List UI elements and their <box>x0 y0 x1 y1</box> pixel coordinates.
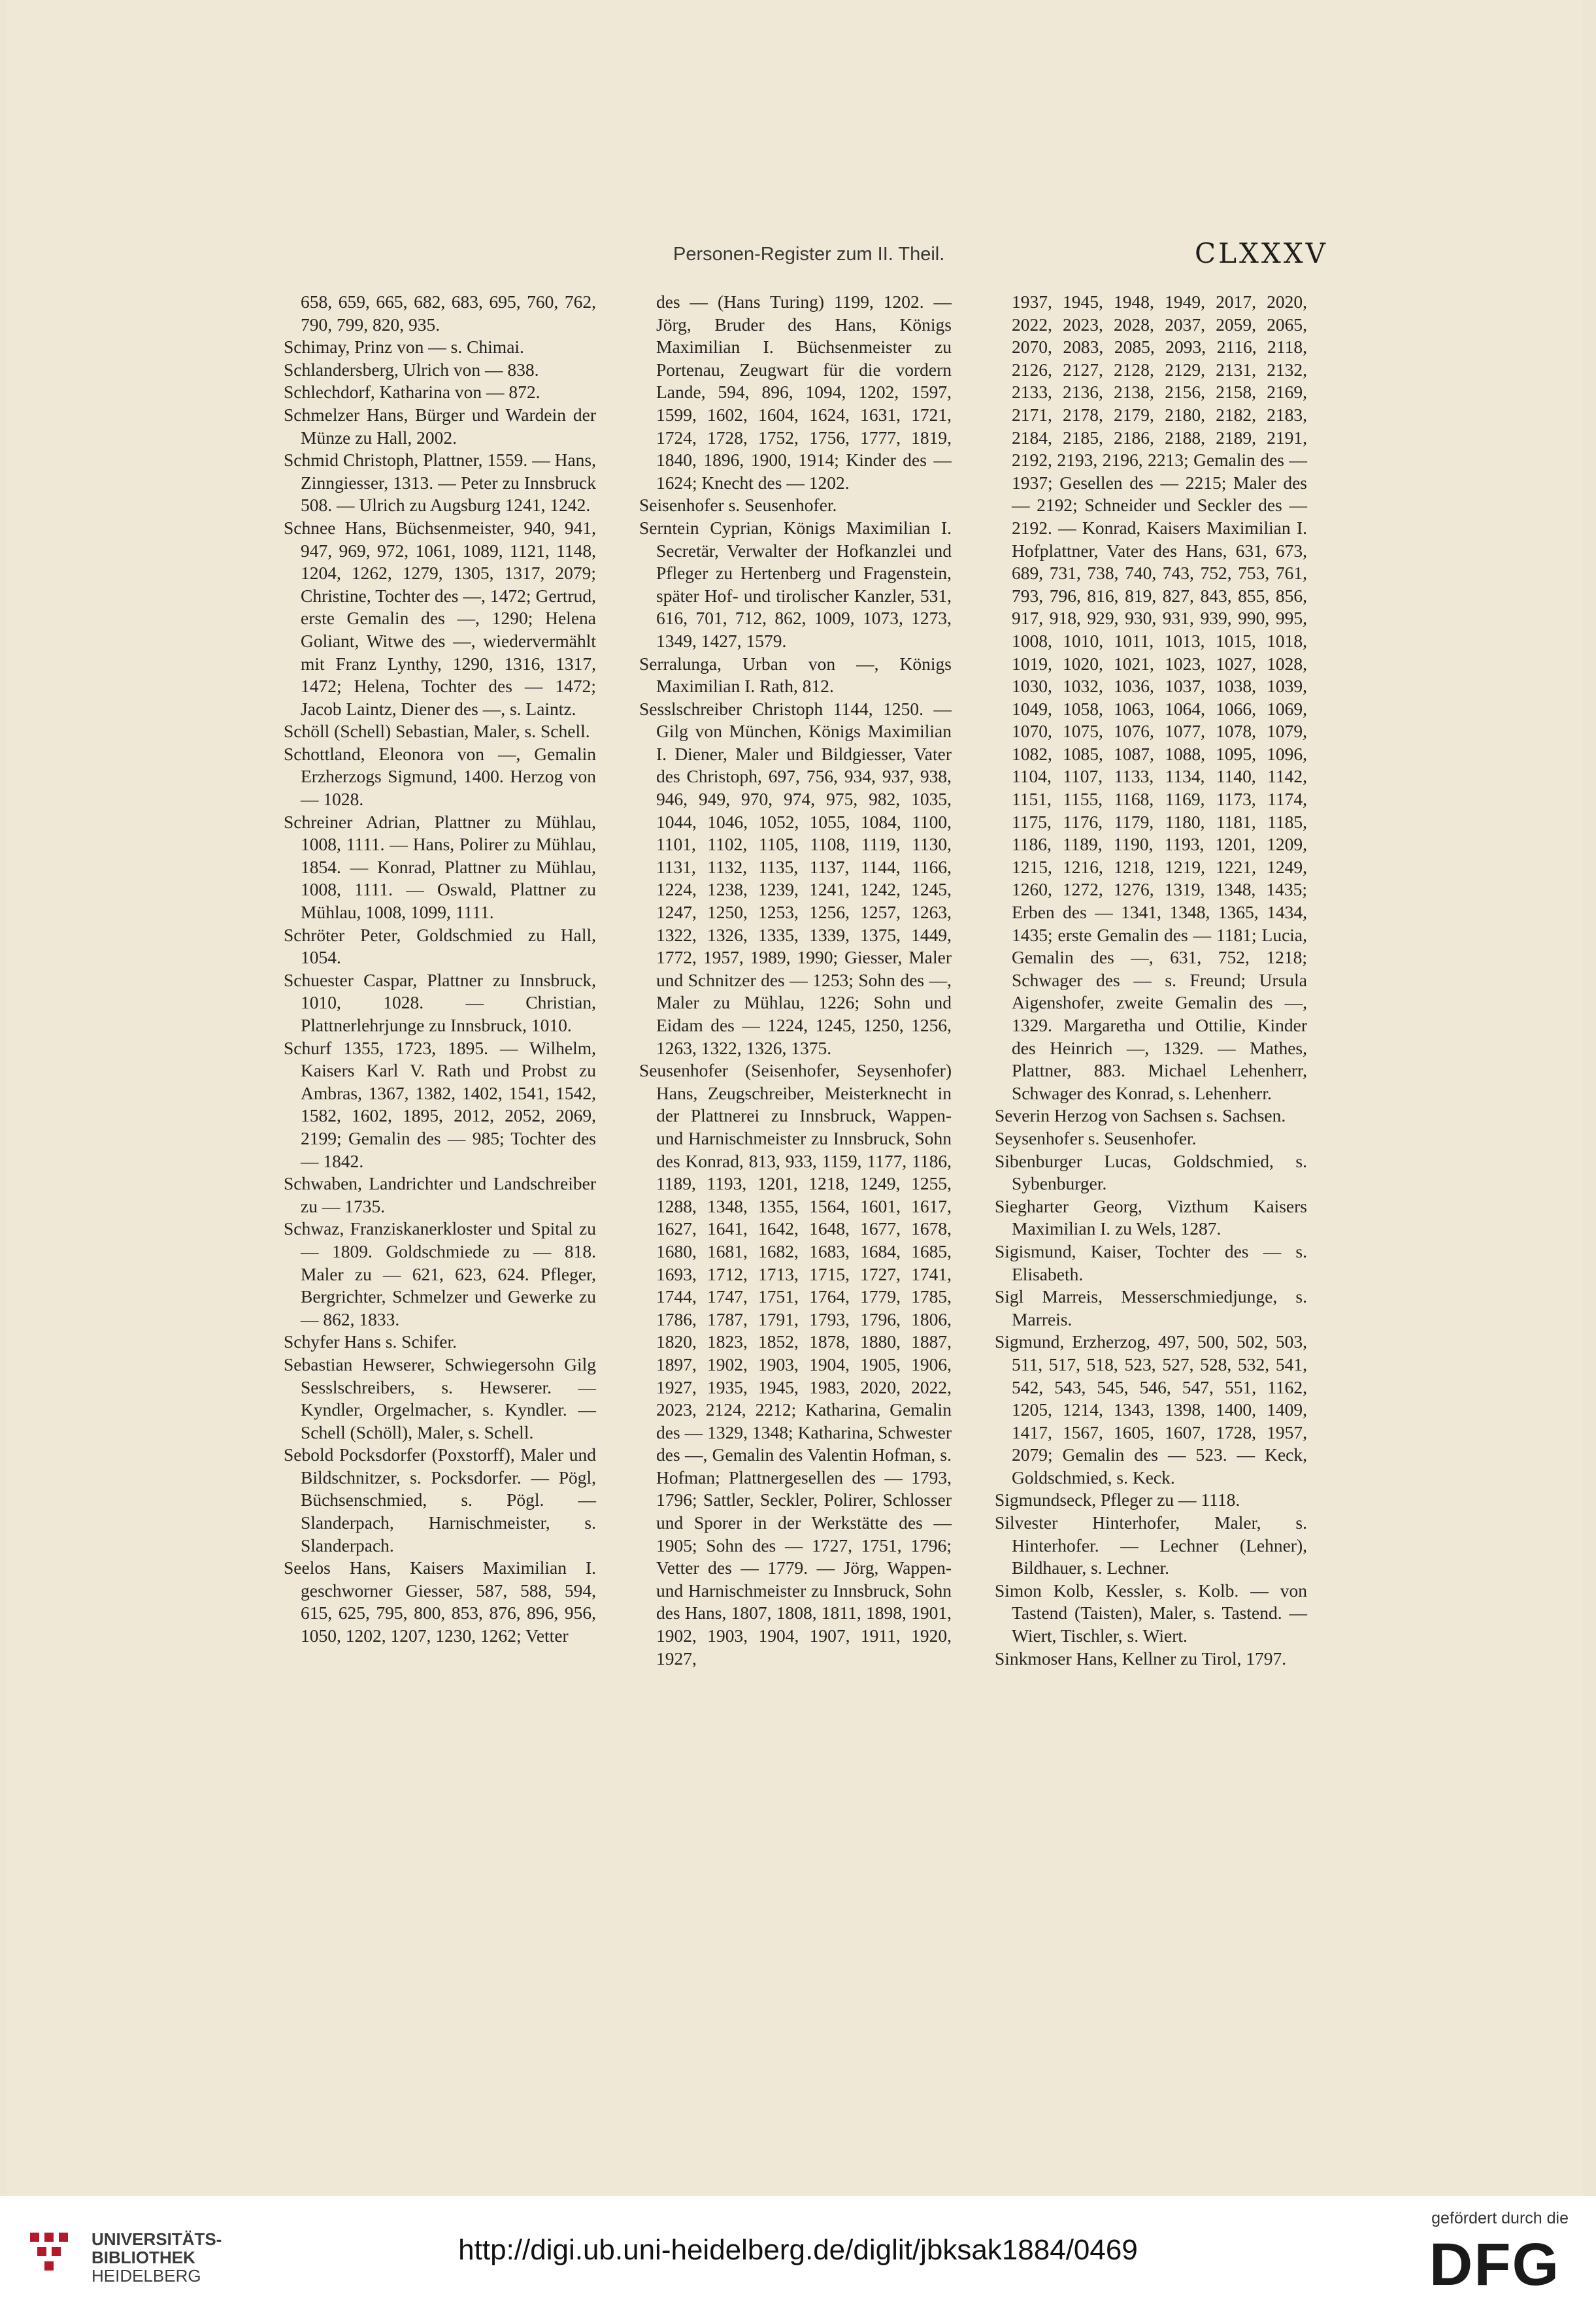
library-name-line: UNIVERSITÄTS- <box>91 2229 222 2249</box>
index-entry: Schreiner Adrian, Plattner zu Mühlau, 1008, 1111. — Hans, Polirer zu Mühlau, 1854. — Konrad, Plattner zu Mühlau, 1008, 1111. — Oswald, Plattner zu Mühlau, 1008, 1099, 1111. <box>284 811 596 923</box>
running-title: Personen-Register zum II. Theil. <box>673 244 945 265</box>
index-entry: Sigl Marreis, Messerschmiedjunge, s. Marreis. <box>995 1286 1307 1329</box>
index-entry: 1937, 1945, 1948, 1949, 2017, 2020, 2022, 2023, 2028, 2037, 2059, 2065, 2070, 2083, 2085, 2093, 2116, 2118, 2126, 2127, 2128, 2129, 2131, 2132, 2133, 2136, 2138, 2156, 2158, 2169, 2171, 2178, 2179, 2180, 2182, 2183, 2184, 2185, 2186, 2188, 2189, 2191, 2192, 2193, 2196, 2213; Gemalin des — 1937; Gesellen des — 2215; Maler des — 2192; Schneider und Seckler des — 2192. — Konrad, Kaisers Maximilian I. Hofplattner, Vater des Hans, 631, 673, 689, 731, 738, 740, 743, 752, 753, 761, 793, 796, 816, 819, 827, 843, 855, 856, 917, 918, 929, 930, 931, 939, 990, 995, 1008, 1010, 1011, 1013, 1015, 1018, 1019, 1020, 1021, 1023, 1027, 1028, 1030, 1032, 1036, 1037, 1038, 1039, 1049, 1058, 1063, 1064, 1066, 1069, 1070, 1075, 1076, 1077, 1078, 1079, 1082, 1085, 1087, 1088, 1095, 1096, 1104, 1107, 1133, 1134, 1140, 1142, 1151, 1155, 1168, 1169, 1173, 1174, 1175, 1176, 1179, 1180, 1181, 1185, 1186, 1189, 1190, 1193, 1201, 1209, 1215, 1216, 1218, 1219, 1221, 1249, 1260, 1272, 1276, 1319, 1348, 1435; Erben des — 1341, 1348, 1365, 1434, 1435; erste Gemalin des — 1181; Lucia, Gemalin des —, 631, 752, 1218; Schwager des — s. Freund; Ursula Aigenshofer, zweite Gemalin des —, 1329. Margaretha und Ottilie, Kinder des Heinrich —, 1329. — Mathes, Plattner, 883. Michael Lehenherr, Schwager des Konrad, s. Lehenherr. <box>1012 291 1307 1103</box>
page-number: CLXXXV <box>1194 237 1328 269</box>
index-entry: Schwaben, Landrichter und Landschreiber zu — 1735. <box>284 1173 596 1216</box>
index-entry: Seisenhofer s. Seusenhofer. <box>639 495 837 516</box>
index-entry: Sibenburger Lucas, Goldschmied, s. Sybenburger. <box>995 1150 1307 1194</box>
index-entry: Seusenhofer (Seisenhofer, Seysenhofer) Hans, Zeugschreiber, Meisterknecht in der Plattnerei zu Innsbruck, Wappen- und Harnischmeister zu Innsbruck, Sohn des Konrad, 813, 933, 1159, 1177, 1186, 1189, 1193, 1201, 1218, 1249, 1255, 1288, 1348, 1355, 1564, 1601, 1617, 1627, 1641, 1642, 1648, 1677, 1678, 1680, 1681, 1682, 1683, 1684, 1685, 1693, 1712, 1713, 1715, 1727, 1741, 1744, 1747, 1751, 1764, 1779, 1785, 1786, 1787, 1791, 1793, 1796, 1806, 1820, 1823, 1852, 1878, 1880, 1887, 1897, 1902, 1903, 1904, 1905, 1906, 1927, 1935, 1945, 1983, 2020, 2022, 2023, 2124, 2212; Katharina, Gemalin des — 1329, 1348; Katharina, Schwester des —, Gemalin des Valentin Hofman, s. Hofman; Plattnergesellen des — 1793, 1796; Sattler, Seckler, Polirer, Schlosser und Sporer in der Werkstätte des — 1905; Sohn des — 1727, 1751, 1796; Vetter des — 1779. — Jörg, Wappen- und Harnischmeister zu Innsbruck, Sohn des Hans, 1807, 1808, 1811, 1898, 1901, 1902, 1903, 1904, 1907, 1911, 1920, 1927, <box>639 1060 952 1669</box>
index-entry: Seysenhofer s. Seusenhofer. <box>995 1127 1197 1148</box>
index-entry: Schlandersberg, Ulrich von — 838. <box>284 359 539 380</box>
library-name-line: BIBLIOTHEK <box>91 2248 195 2267</box>
index-entry: Schlechdorf, Katharina von — 872. <box>284 382 540 403</box>
index-entry: Schurf 1355, 1723, 1895. — Wilhelm, Kaisers Karl V. Rath und Probst zu Ambras, 1367, 1382, 1402, 1541, 1542, 1582, 1602, 1895, 2012, 2052, 2069, 2199; Gemalin des — 985; Tochter des — 1842. <box>284 1037 596 1171</box>
index-entry: Sigismund, Kaiser, Tochter des — s. Elisabeth. <box>995 1240 1307 1284</box>
index-column-middle <box>639 291 952 1670</box>
dfg-logo <box>1420 2234 1570 2293</box>
index-entry: Schottland, Eleonora von —, Gemalin Erzherzogs Sigmund, 1400. Herzog von — 1028. <box>284 743 596 810</box>
index-entry: Schuester Caspar, Plattner zu Innsbruck, 1010, 1028. — Christian, Plattnerlehrjunge zu Innsbruck, 1010. <box>284 969 596 1035</box>
index-entry: Schwaz, Franziskanerkloster und Spital zu — 1809. Goldschmiede zu — 818. Maler zu — 621, 623, 624. Pfleger, Bergrichter, Schmelzer und Gewerke zu — 862, 1833. <box>284 1218 596 1329</box>
index-entry: Sinkmoser Hans, Kellner zu Tirol, 1797. <box>995 1648 1287 1669</box>
digitization-footer <box>0 2196 1596 2313</box>
index-entry: Severin Herzog von Sachsen s. Sachsen. <box>995 1105 1286 1126</box>
index-entry: Simon Kolb, Kessler, s. Kolb. — von Tastend (Taisten), Maler, s. Tastend. — Wiert, Tischler, s. Wiert. <box>995 1580 1307 1646</box>
index-entry: Schnee Hans, Büchsenmeister, 940, 941, 947, 969, 972, 1061, 1089, 1121, 1148, 1204, 1262, 1279, 1305, 1317, 2079; Christine, Tochter des —, 1472; Gertrud, erste Gemalin des —, 1290; Helena Goliant, Witwe des —, wiedervermählt mit Franz Lynthy, 1290, 1316, 1317, 1472; Helena, Tochter des — 1472; Jacob Laintz, Diener des —, s. Laintz. <box>284 517 596 719</box>
index-entry: Schyfer Hans s. Schifer. <box>284 1331 457 1352</box>
index-entry: Schimay, Prinz von — s. Chimai. <box>284 337 524 358</box>
index-column-right <box>995 291 1307 1670</box>
dfg-logo-text: DFG <box>1429 2234 1561 2293</box>
index-entry: Schmid Christoph, Plattner, 1559. — Hans, Zinngiesser, 1313. — Peter zu Innsbruck 508. — Ulrich zu Augsburg 1241, 1242. <box>284 450 596 516</box>
funding-caption: gefördert durch die <box>1431 2209 1569 2227</box>
permalink[interactable]: http://digi.ub.uni-heidelberg.de/diglit/jbksak1884/0469 <box>458 2234 1138 2266</box>
index-entry: Sigmundseck, Pfleger zu — 1118. <box>995 1489 1240 1510</box>
index-entry: Silvester Hinterhofer, Maler, s. Hinterhofer. — Lechner (Lehner), Bildhauer, s. Lechner. <box>995 1512 1307 1578</box>
index-entry: Schmelzer Hans, Bürger und Wardein der Münze zu Hall, 2002. <box>284 404 596 448</box>
index-entry: Sesslschreiber Christoph 1144, 1250. — Gilg von München, Königs Maximilian I. Diener, Maler und Bildgiesser, Vater des Christoph, 697, 756, 934, 937, 938, 946, 949, 970, 974, 975, 982, 1035, 1044, 1046, 1052, 1055, 1084, 1100, 1101, 1102, 1105, 1108, 1119, 1130, 1131, 1132, 1135, 1137, 1144, 1166, 1224, 1238, 1239, 1241, 1242, 1245, 1247, 1250, 1253, 1256, 1257, 1263, 1322, 1326, 1335, 1339, 1375, 1449, 1772, 1957, 1989, 1990; Giesser, Maler und Schnitzer des — 1253; Sohn des —, Maler zu Mühlau, 1226; Sohn und Eidam des — 1224, 1245, 1250, 1256, 1263, 1322, 1326, 1375. <box>639 698 952 1058</box>
index-entry: des — (Hans Turing) 1199, 1202. — Jörg, Bruder des Hans, Königs Maximilian I. Büchsenmeister zu Portenau, Zeugwart für die vordern Lande, 594, 896, 1094, 1202, 1597, 1599, 1602, 1604, 1624, 1631, 1721, 1724, 1728, 1752, 1756, 1777, 1819, 1840, 1896, 1900, 1914; Kinder des — 1624; Knecht des — 1202. <box>656 291 952 493</box>
index-column-left <box>284 291 596 1648</box>
index-entry: 658, 659, 665, 682, 683, 695, 760, 762, 790, 799, 820, 935. <box>301 291 596 335</box>
index-entry: Serntein Cyprian, Königs Maximilian I. Secretär, Verwalter der Hofkanzlei und Pfleger zu Hertenberg und Fragenstein, später Hof- und tirolischer Kanzler, 531, 616, 701, 712, 862, 1009, 1073, 1273, 1349, 1427, 1579. <box>639 517 952 651</box>
book-page <box>7 0 1583 2196</box>
index-entry: Siegharter Georg, Vizthum Kaisers Maximilian I. zu Wels, 1287. <box>995 1195 1307 1239</box>
library-name-line: HEIDELBERG <box>91 2266 201 2286</box>
index-entry: Sebastian Hewserer, Schwiegersohn Gilg Sesslschreibers, s. Hewserer. — Kyndler, Orgelmacher, s. Kyndler. — Schell (Schöll), Maler, s. Schell. <box>284 1354 596 1442</box>
index-entry: Sigmund, Erzherzog, 497, 500, 502, 503, 511, 517, 518, 523, 527, 528, 532, 541, 542, 543, 545, 546, 547, 551, 1162, 1205, 1214, 1343, 1398, 1400, 1409, 1417, 1567, 1605, 1607, 1728, 1957, 2079; Gemalin des — 523. — Keck, Goldschmied, s. Keck. <box>995 1331 1307 1488</box>
index-entry: Schröter Peter, Goldschmied zu Hall, 1054. <box>284 924 596 968</box>
index-entry: Schöll (Schell) Sebastian, Maler, s. Schell. <box>284 721 590 742</box>
running-header <box>7 232 1583 278</box>
index-entry: Serralunga, Urban von —, Königs Maximilian I. Rath, 812. <box>639 653 952 697</box>
index-entry: Sebold Pocksdorfer (Poxstorff), Maler und Bildschnitzer, s. Pocksdorfer. — Pögl, Büchsenschmied, s. Pögl. — Slanderpach, Harnischmeister, s. Slanderpach. <box>284 1444 596 1556</box>
index-entry: Seelos Hans, Kaisers Maximilian I. geschworner Giesser, 587, 588, 594, 615, 625, 795, 800, 853, 876, 896, 956, 1050, 1202, 1207, 1230, 1262; Vetter <box>284 1557 596 1646</box>
